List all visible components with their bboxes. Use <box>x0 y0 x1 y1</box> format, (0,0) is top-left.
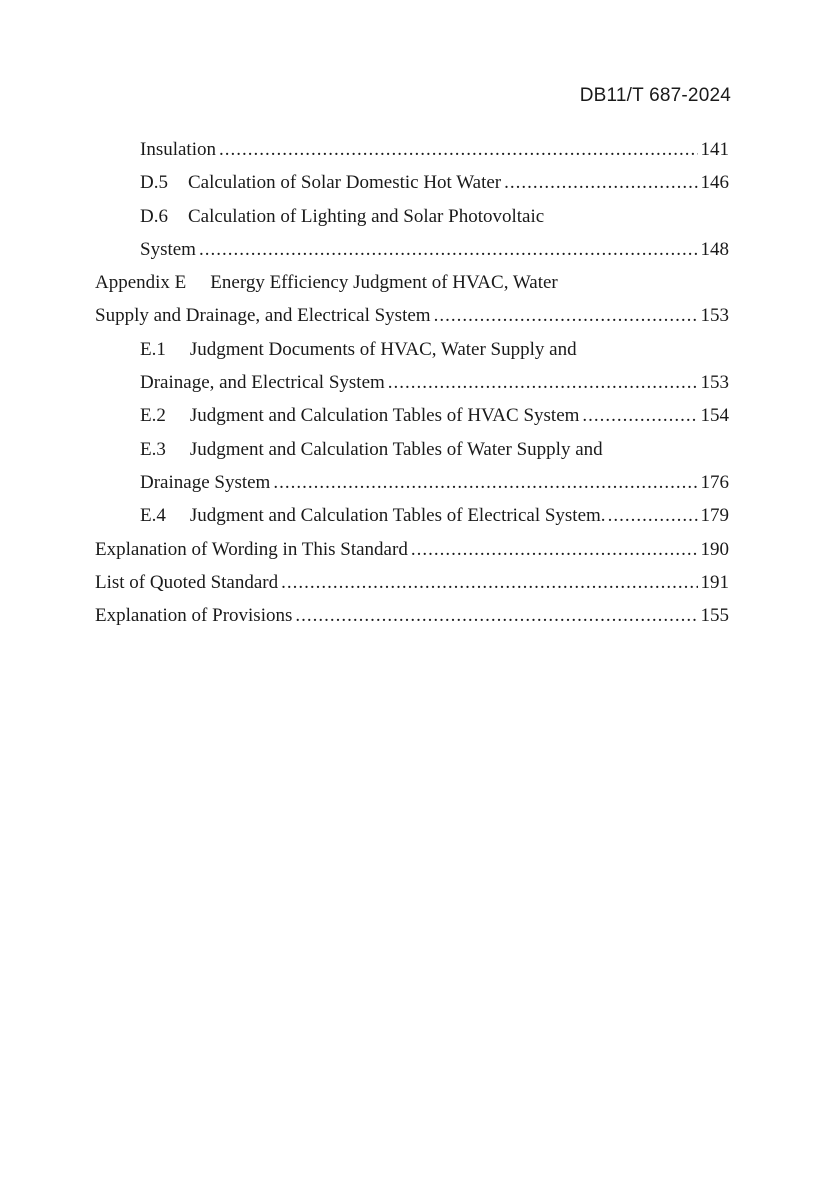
toc-entry-e1[interactable] <box>95 336 729 369</box>
toc-page-number: 153 <box>700 305 729 327</box>
table-of-contents <box>95 136 729 635</box>
toc-page-number: 155 <box>700 605 729 627</box>
toc-entry-title: System <box>140 238 196 260</box>
toc-page-number: 153 <box>700 372 729 394</box>
dot-leader <box>608 502 698 535</box>
toc-page-number: 176 <box>700 471 729 493</box>
toc-entry-insulation[interactable] <box>95 136 729 169</box>
dot-leader <box>273 469 697 502</box>
toc-entry-d5[interactable] <box>95 169 729 202</box>
toc-entry-title: Calculation of Solar Domestic Hot Water <box>187 172 502 194</box>
dot-leader <box>388 369 698 402</box>
toc-page-number: 191 <box>700 571 729 593</box>
toc-entry-title: Drainage System <box>140 471 271 493</box>
toc-entry-e4[interactable] <box>95 502 729 535</box>
toc-entry-title: Energy Efficiency Judgment of HVAC, Water <box>210 272 558 294</box>
toc-entry-title: List of Quoted Standard <box>95 571 279 593</box>
toc-page-number: 179 <box>700 505 729 527</box>
toc-entry-title: Judgment and Calculation Tables of Electrical System. <box>189 505 606 527</box>
toc-entry-title: Insulation <box>140 139 216 160</box>
toc-appendix-label: Appendix E <box>95 272 187 294</box>
toc-section-number: D.6 <box>140 205 168 227</box>
toc-entry-e2[interactable] <box>95 402 729 435</box>
toc-entry-provisions[interactable] <box>95 602 729 635</box>
toc-page-number: 190 <box>700 538 729 560</box>
toc-entry-title: Explanation of Provisions <box>95 605 293 627</box>
toc-page-number: 154 <box>700 405 729 427</box>
toc-entry-title: Explanation of Wording in This Standard <box>95 538 408 560</box>
toc-entry-appendix-e-continued[interactable] <box>95 302 729 335</box>
toc-entry-d6-continued[interactable] <box>95 236 729 269</box>
toc-entry-d6[interactable] <box>95 203 729 236</box>
dot-leader <box>199 236 698 269</box>
toc-section-number: E.1 <box>140 338 166 360</box>
toc-entry-e3[interactable] <box>95 436 729 469</box>
toc-section-number: E.3 <box>140 438 166 460</box>
toc-entry-title: Judgment and Calculation Tables of HVAC System <box>189 405 580 427</box>
toc-entry-title: Judgment and Calculation Tables of Water Supply and <box>189 438 603 460</box>
dot-leader <box>281 569 697 602</box>
toc-page-number: 146 <box>700 172 729 194</box>
toc-entry-appendix-e[interactable] <box>95 269 729 302</box>
toc-entry-wording[interactable] <box>95 536 729 569</box>
document-code: DB11/T 687-2024 <box>579 85 731 106</box>
toc-entry-title: Drainage, and Electrical System <box>140 372 385 394</box>
dot-leader <box>219 136 698 169</box>
dot-leader <box>295 602 697 635</box>
toc-section-number: E.4 <box>140 505 166 527</box>
toc-entry-title: Calculation of Lighting and Solar Photovoltaic <box>187 205 545 227</box>
dot-leader <box>504 169 697 202</box>
toc-page-number: 148 <box>700 238 729 260</box>
dot-leader <box>582 402 697 435</box>
dot-leader <box>434 302 698 335</box>
dot-leader <box>411 536 698 569</box>
toc-entry-e3-continued[interactable] <box>95 469 729 502</box>
toc-page-number: 141 <box>700 139 729 160</box>
toc-entry-quoted-standard[interactable] <box>95 569 729 602</box>
toc-entry-title: Judgment Documents of HVAC, Water Supply and <box>189 338 577 360</box>
toc-section-number: E.2 <box>140 405 166 427</box>
toc-entry-e1-continued[interactable] <box>95 369 729 402</box>
toc-section-number: D.5 <box>140 172 168 194</box>
toc-entry-title: Supply and Drainage, and Electrical System <box>95 305 431 327</box>
